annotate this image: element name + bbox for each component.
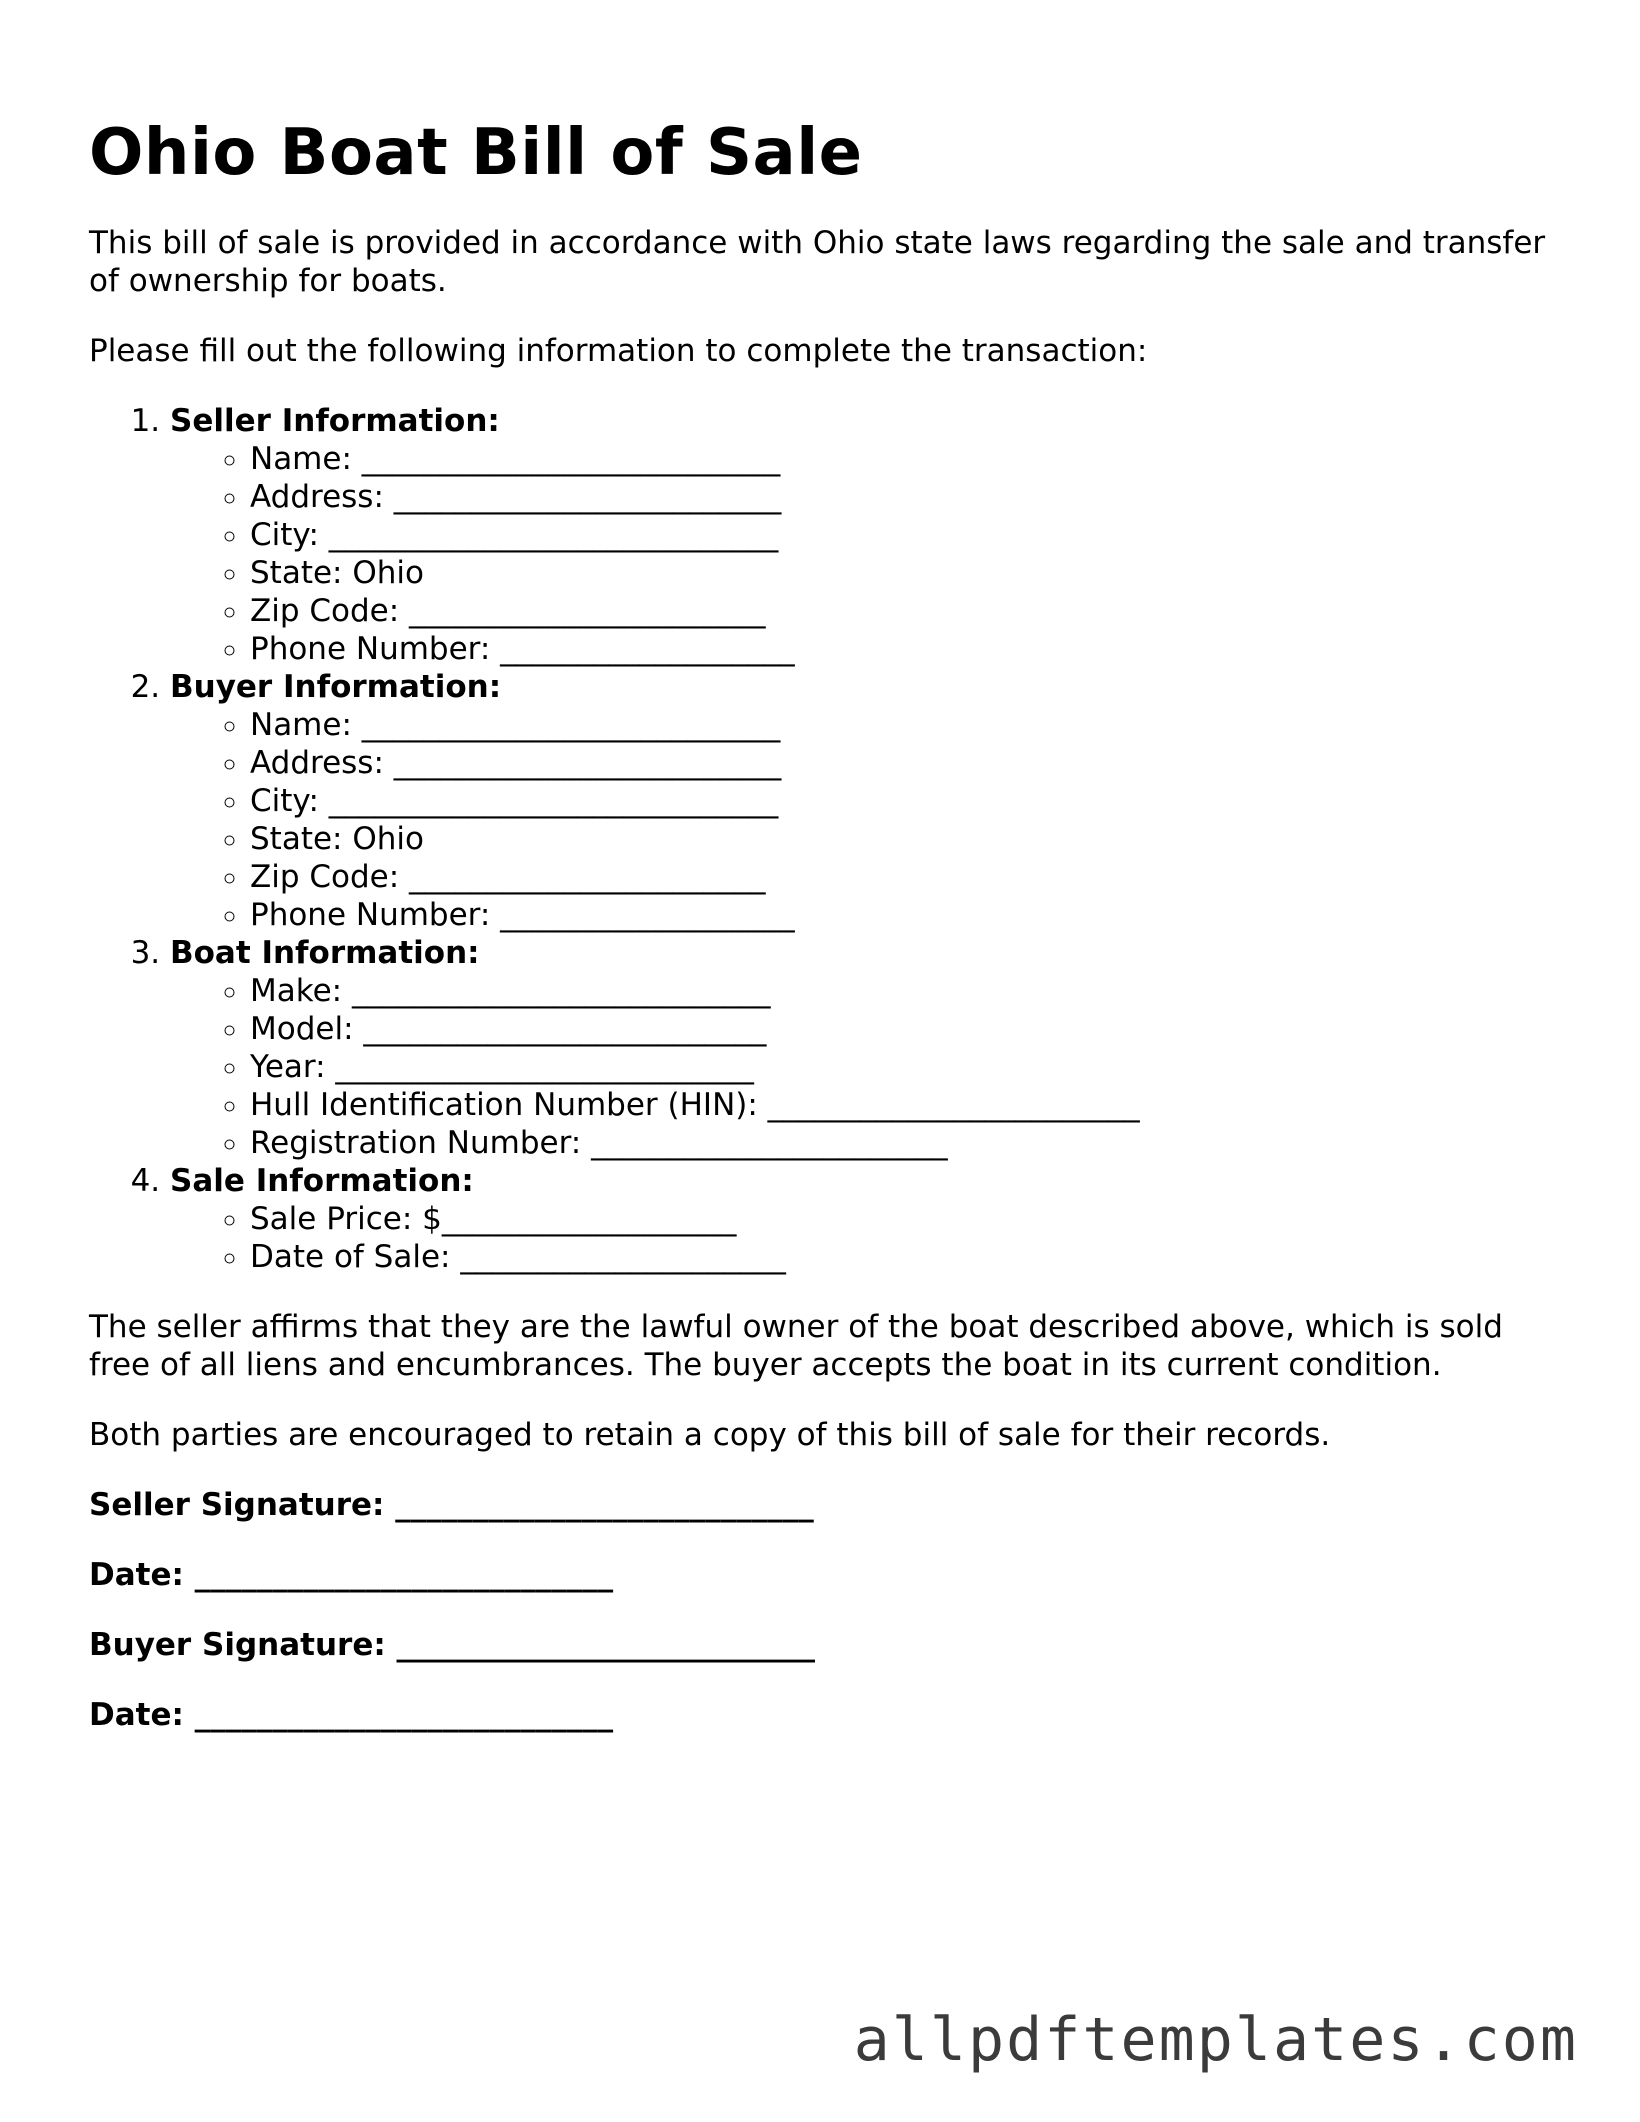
seller-information-section [170, 402, 1569, 668]
section-title: Buyer Information: [170, 669, 502, 705]
sale-information-section [170, 1162, 1569, 1276]
seller-name-field[interactable]: ◦ Name: ___________________________ [250, 440, 1569, 478]
buyer-name-field[interactable]: ◦ Name: ___________________________ [250, 706, 1569, 744]
buyer-date-line[interactable]: Date: ___________________________ [89, 1697, 614, 1733]
form-sections-list [89, 402, 1569, 1276]
buyer-fields [170, 706, 1569, 934]
records-note: Both parties are encouraged to retain a copy of this bill of sale for their records. [89, 1417, 1331, 1453]
buyer-information-section [170, 668, 1569, 934]
section-title: Sale Information: [170, 1163, 474, 1199]
seller-state-field: ◦ State: Ohio [250, 554, 1569, 592]
sale-price-field[interactable]: ◦ Sale Price: $___________________ [250, 1200, 1569, 1238]
seller-fields [170, 440, 1569, 668]
seller-city-field[interactable]: ◦ City: _____________________________ [250, 516, 1569, 554]
boat-year-field[interactable]: ◦ Year: ___________________________ [250, 1048, 1569, 1086]
section-title: Boat Information: [170, 935, 480, 971]
watermark: allpdftemplates.com [853, 2005, 1578, 2075]
buyer-city-field[interactable]: ◦ City: _____________________________ [250, 782, 1569, 820]
section-title: Seller Information: [170, 403, 500, 439]
buyer-address-field[interactable]: ◦ Address: _________________________ [250, 744, 1569, 782]
sale-fields [170, 1200, 1569, 1276]
intro-paragraph: This bill of sale is provided in accordance with Ohio state laws regarding the sale and transfer of ownership for boats. [89, 225, 1546, 299]
boat-hin-field[interactable]: ◦ Hull Identification Number (HIN): ________________________ [250, 1086, 1569, 1124]
seller-zip-field[interactable]: ◦ Zip Code: _______________________ [250, 592, 1569, 630]
boat-registration-field[interactable]: ◦ Registration Number: _______________________ [250, 1124, 1569, 1162]
seller-address-field[interactable]: ◦ Address: _________________________ [250, 478, 1569, 516]
buyer-state-field: ◦ State: Ohio [250, 820, 1569, 858]
affirmation-paragraph: The seller affirms that they are the lawful owner of the boat described above, which is sold free of all liens and encumbrances. The buyer accepts the boat in its current condition. [89, 1309, 1503, 1383]
buyer-phone-field[interactable]: ◦ Phone Number: ___________________ [250, 896, 1569, 934]
seller-date-line[interactable]: Date: ___________________________ [89, 1557, 614, 1593]
instruction-paragraph: Please fill out the following information to complete the transaction: [89, 333, 1148, 369]
boat-make-field[interactable]: ◦ Make: ___________________________ [250, 972, 1569, 1010]
boat-information-section [170, 934, 1569, 1162]
boat-model-field[interactable]: ◦ Model: __________________________ [250, 1010, 1569, 1048]
buyer-zip-field[interactable]: ◦ Zip Code: _______________________ [250, 858, 1569, 896]
sale-date-field[interactable]: ◦ Date of Sale: _____________________ [250, 1238, 1569, 1276]
buyer-signature-line[interactable]: Buyer Signature: ___________________________ [89, 1627, 816, 1663]
boat-fields [170, 972, 1569, 1162]
document-title: Ohio Boat Bill of Sale [89, 116, 863, 190]
seller-phone-field[interactable]: ◦ Phone Number: ___________________ [250, 630, 1569, 668]
document-page [89, 108, 1569, 1734]
seller-signature-line[interactable]: Seller Signature: ___________________________ [89, 1487, 814, 1523]
